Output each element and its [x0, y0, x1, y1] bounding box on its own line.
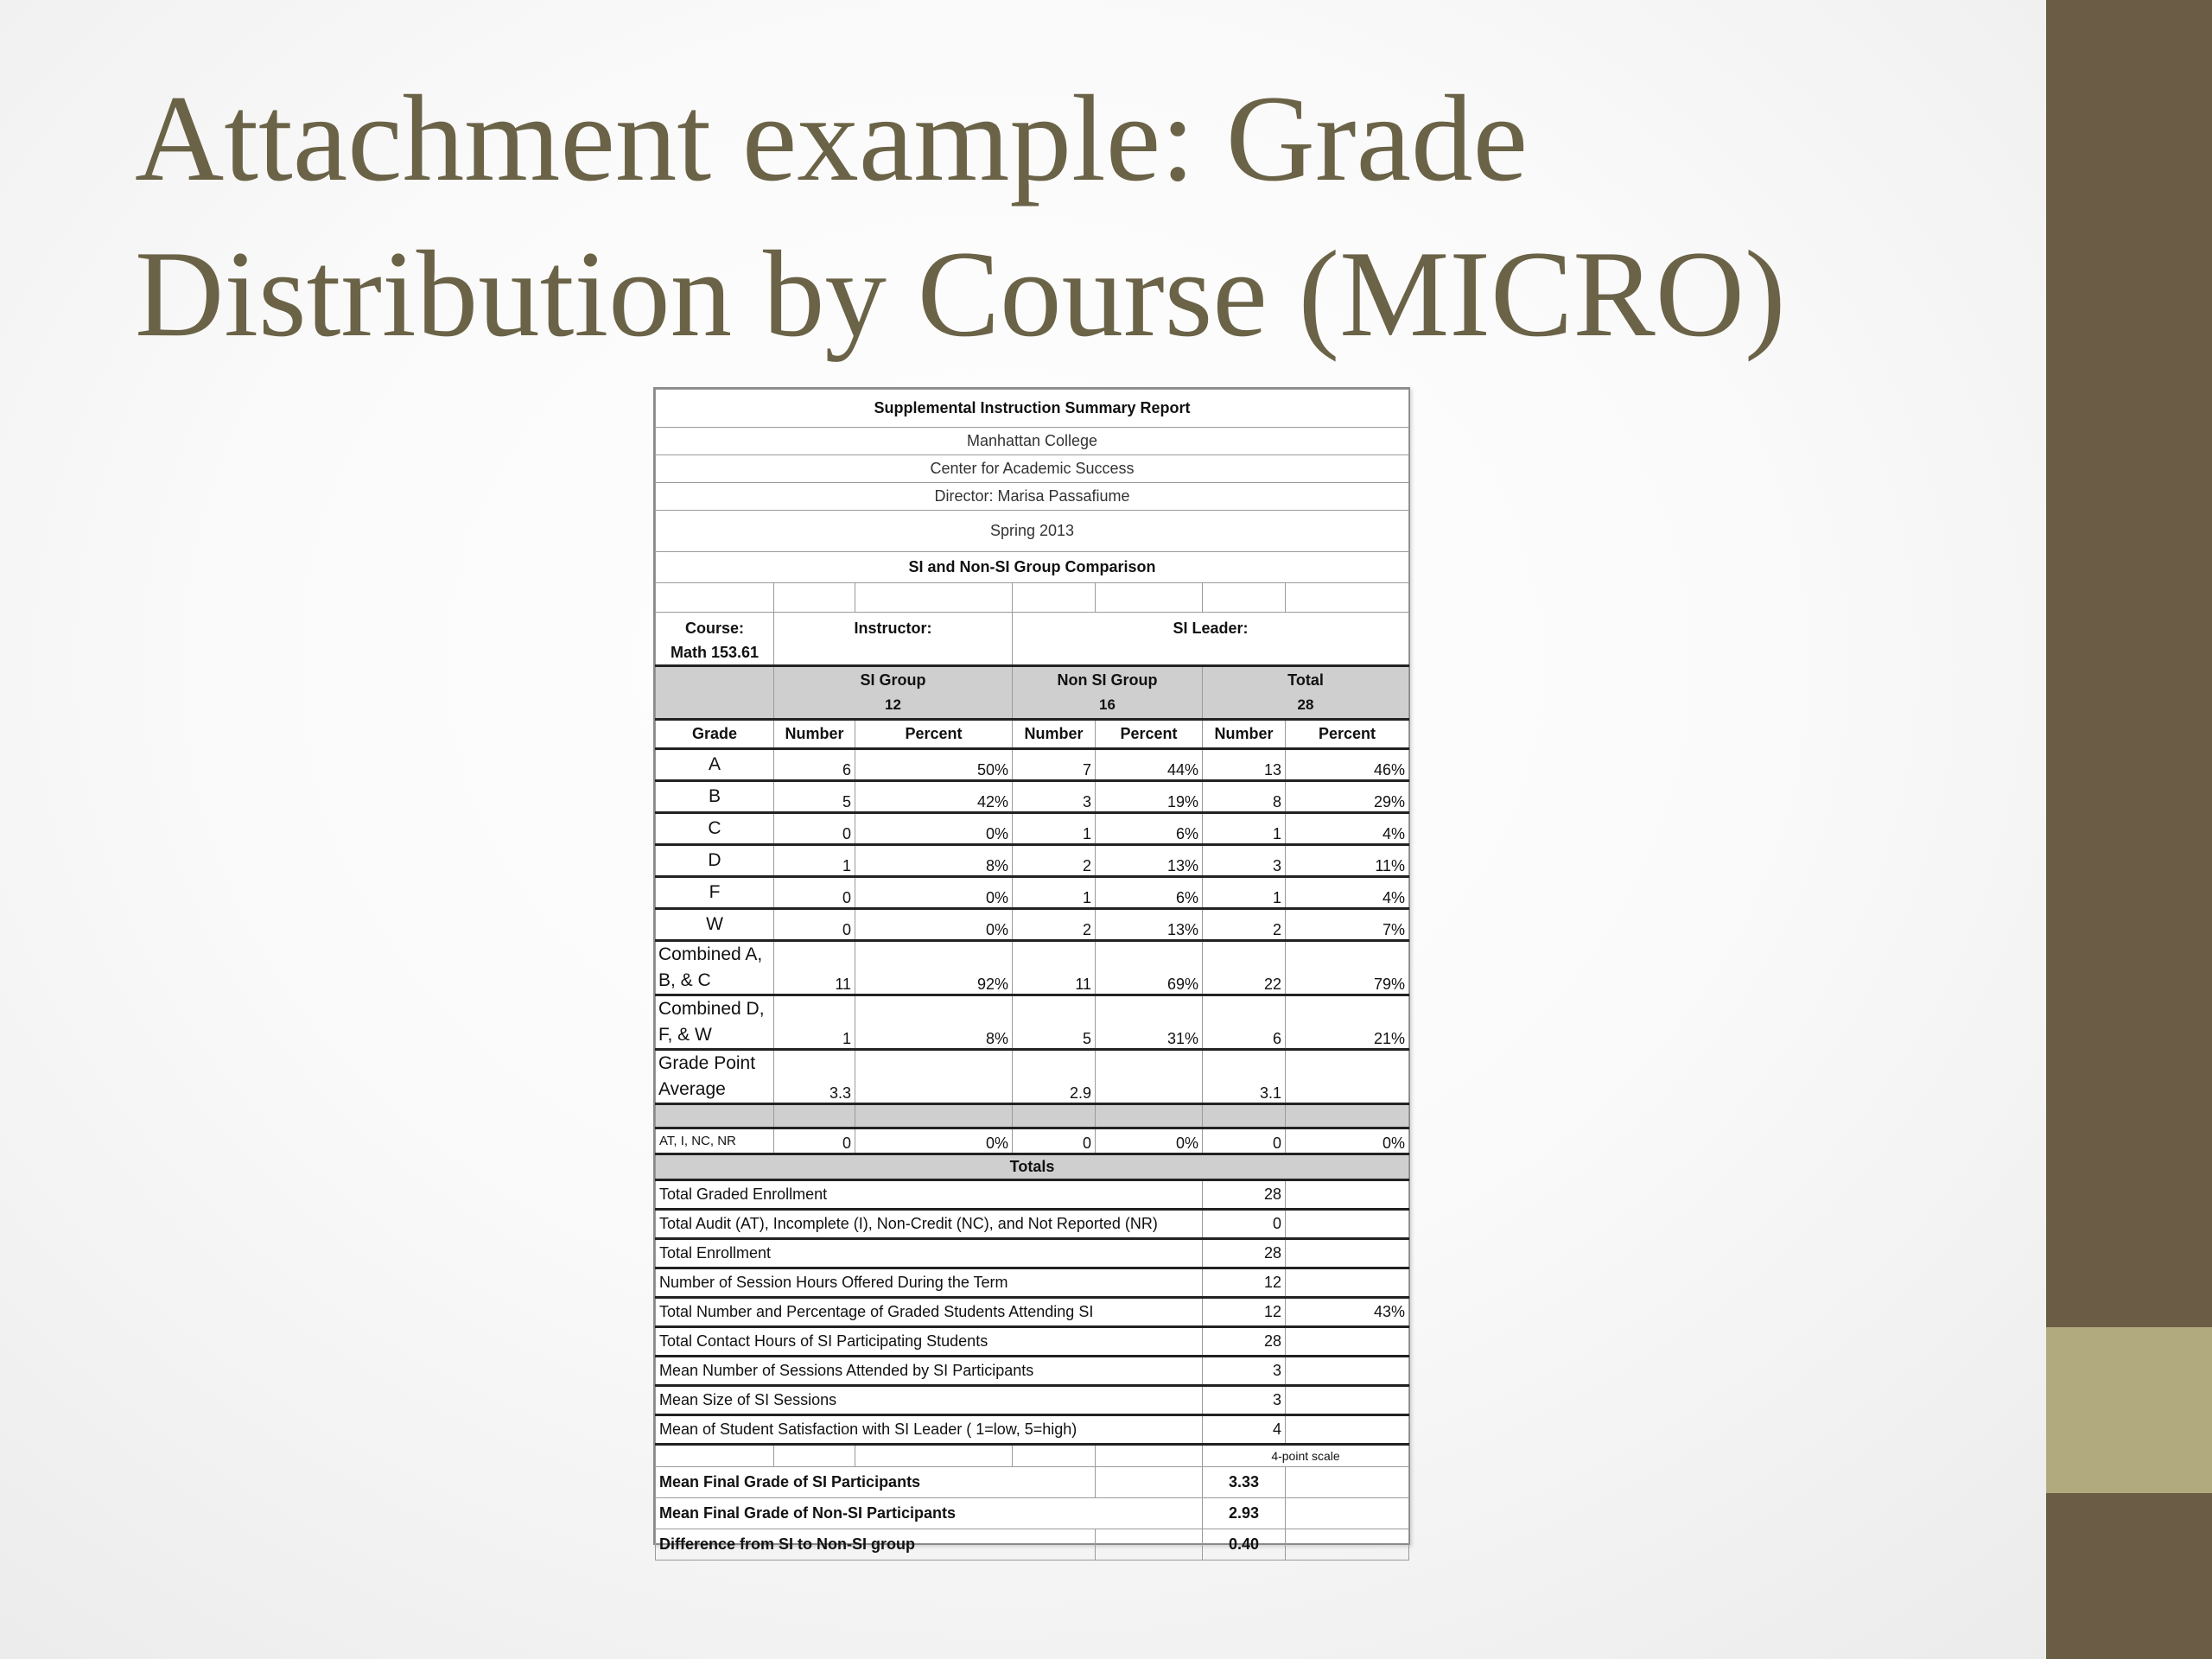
course-value: Math 153.61 [670, 644, 760, 661]
final-row: Difference from SI to Non-SI group 0.40 [656, 1529, 1409, 1560]
table-row: B 5 42% 3 19% 8 29% [656, 781, 1409, 813]
gpa-row: Grade Point Average 3.3 2.9 3.1 [656, 1050, 1409, 1104]
combined-abc-row: Combined A, B, & C 11 92% 11 69% 22 79% [656, 941, 1409, 995]
totals-header: Totals [656, 1154, 1409, 1180]
report-table [655, 389, 1409, 1560]
table-row: Total Number and Percentage of Graded Students Attending SI 12 43% [656, 1298, 1409, 1327]
table-row: W 0 0% 2 13% 2 7% [656, 909, 1409, 941]
final-row: Mean Final Grade of SI Participants 3.33 [656, 1467, 1409, 1498]
table-row: Total Graded Enrollment 28 [656, 1180, 1409, 1210]
slide-title: Attachment example: Grade Distribution by Course (MICRO) [135, 70, 1786, 362]
table-row: Total Audit (AT), Incomplete (I), Non-Credit (NC), and Not Reported (NR) 0 [656, 1210, 1409, 1239]
total-group-header: Total 28 [1203, 666, 1409, 720]
si-group-header: SI Group 12 [774, 666, 1013, 720]
course-cell [656, 613, 774, 666]
table-row: D 1 8% 2 13% 3 11% [656, 845, 1409, 877]
term: Spring 2013 [656, 511, 1409, 552]
non-si-group-header: Non SI Group 16 [1013, 666, 1203, 720]
comparison-title: SI and Non-SI Group Comparison [656, 552, 1409, 583]
table-row: Mean Size of SI Sessions 3 [656, 1386, 1409, 1415]
table-row: Number of Session Hours Offered During the Term 12 [656, 1268, 1409, 1298]
institution: Manhattan College [656, 428, 1409, 455]
si-leader-label: SI Leader: [1013, 613, 1409, 666]
side-accent [2046, 1327, 2212, 1493]
final-row: Mean Final Grade of Non-SI Participants 2.93 [656, 1498, 1409, 1529]
report-title: Supplemental Instruction Summary Report [656, 390, 1409, 428]
table-row: A 6 50% 7 44% 13 46% [656, 749, 1409, 781]
combined-dfw-row: Combined D, F, & W 1 8% 5 31% 6 21% [656, 995, 1409, 1050]
table-row: Total Enrollment 28 [656, 1239, 1409, 1268]
instructor-label: Instructor: [774, 613, 1013, 666]
course-label: Course: [684, 620, 744, 637]
report-sheet [653, 387, 1410, 1553]
audit-row: AT, I, NC, NR 0 0% 0 0% 0 0% [656, 1128, 1409, 1154]
column-header-row: Grade Number Percent Number Percent Number Percent [656, 720, 1409, 749]
table-row: F 0 0% 1 6% 1 4% [656, 877, 1409, 909]
table-row: C 0 0% 1 6% 1 4% [656, 813, 1409, 845]
director: Director: Marisa Passafiume [656, 483, 1409, 511]
scale-note: 4-point scale [1203, 1445, 1409, 1467]
table-row: Total Contact Hours of SI Participating Students 28 [656, 1327, 1409, 1357]
table-row: Mean Number of Sessions Attended by SI Participants 3 [656, 1357, 1409, 1386]
center-name: Center for Academic Success [656, 455, 1409, 483]
table-row: Mean of Student Satisfaction with SI Leader ( 1=low, 5=high) 4 [656, 1415, 1409, 1445]
